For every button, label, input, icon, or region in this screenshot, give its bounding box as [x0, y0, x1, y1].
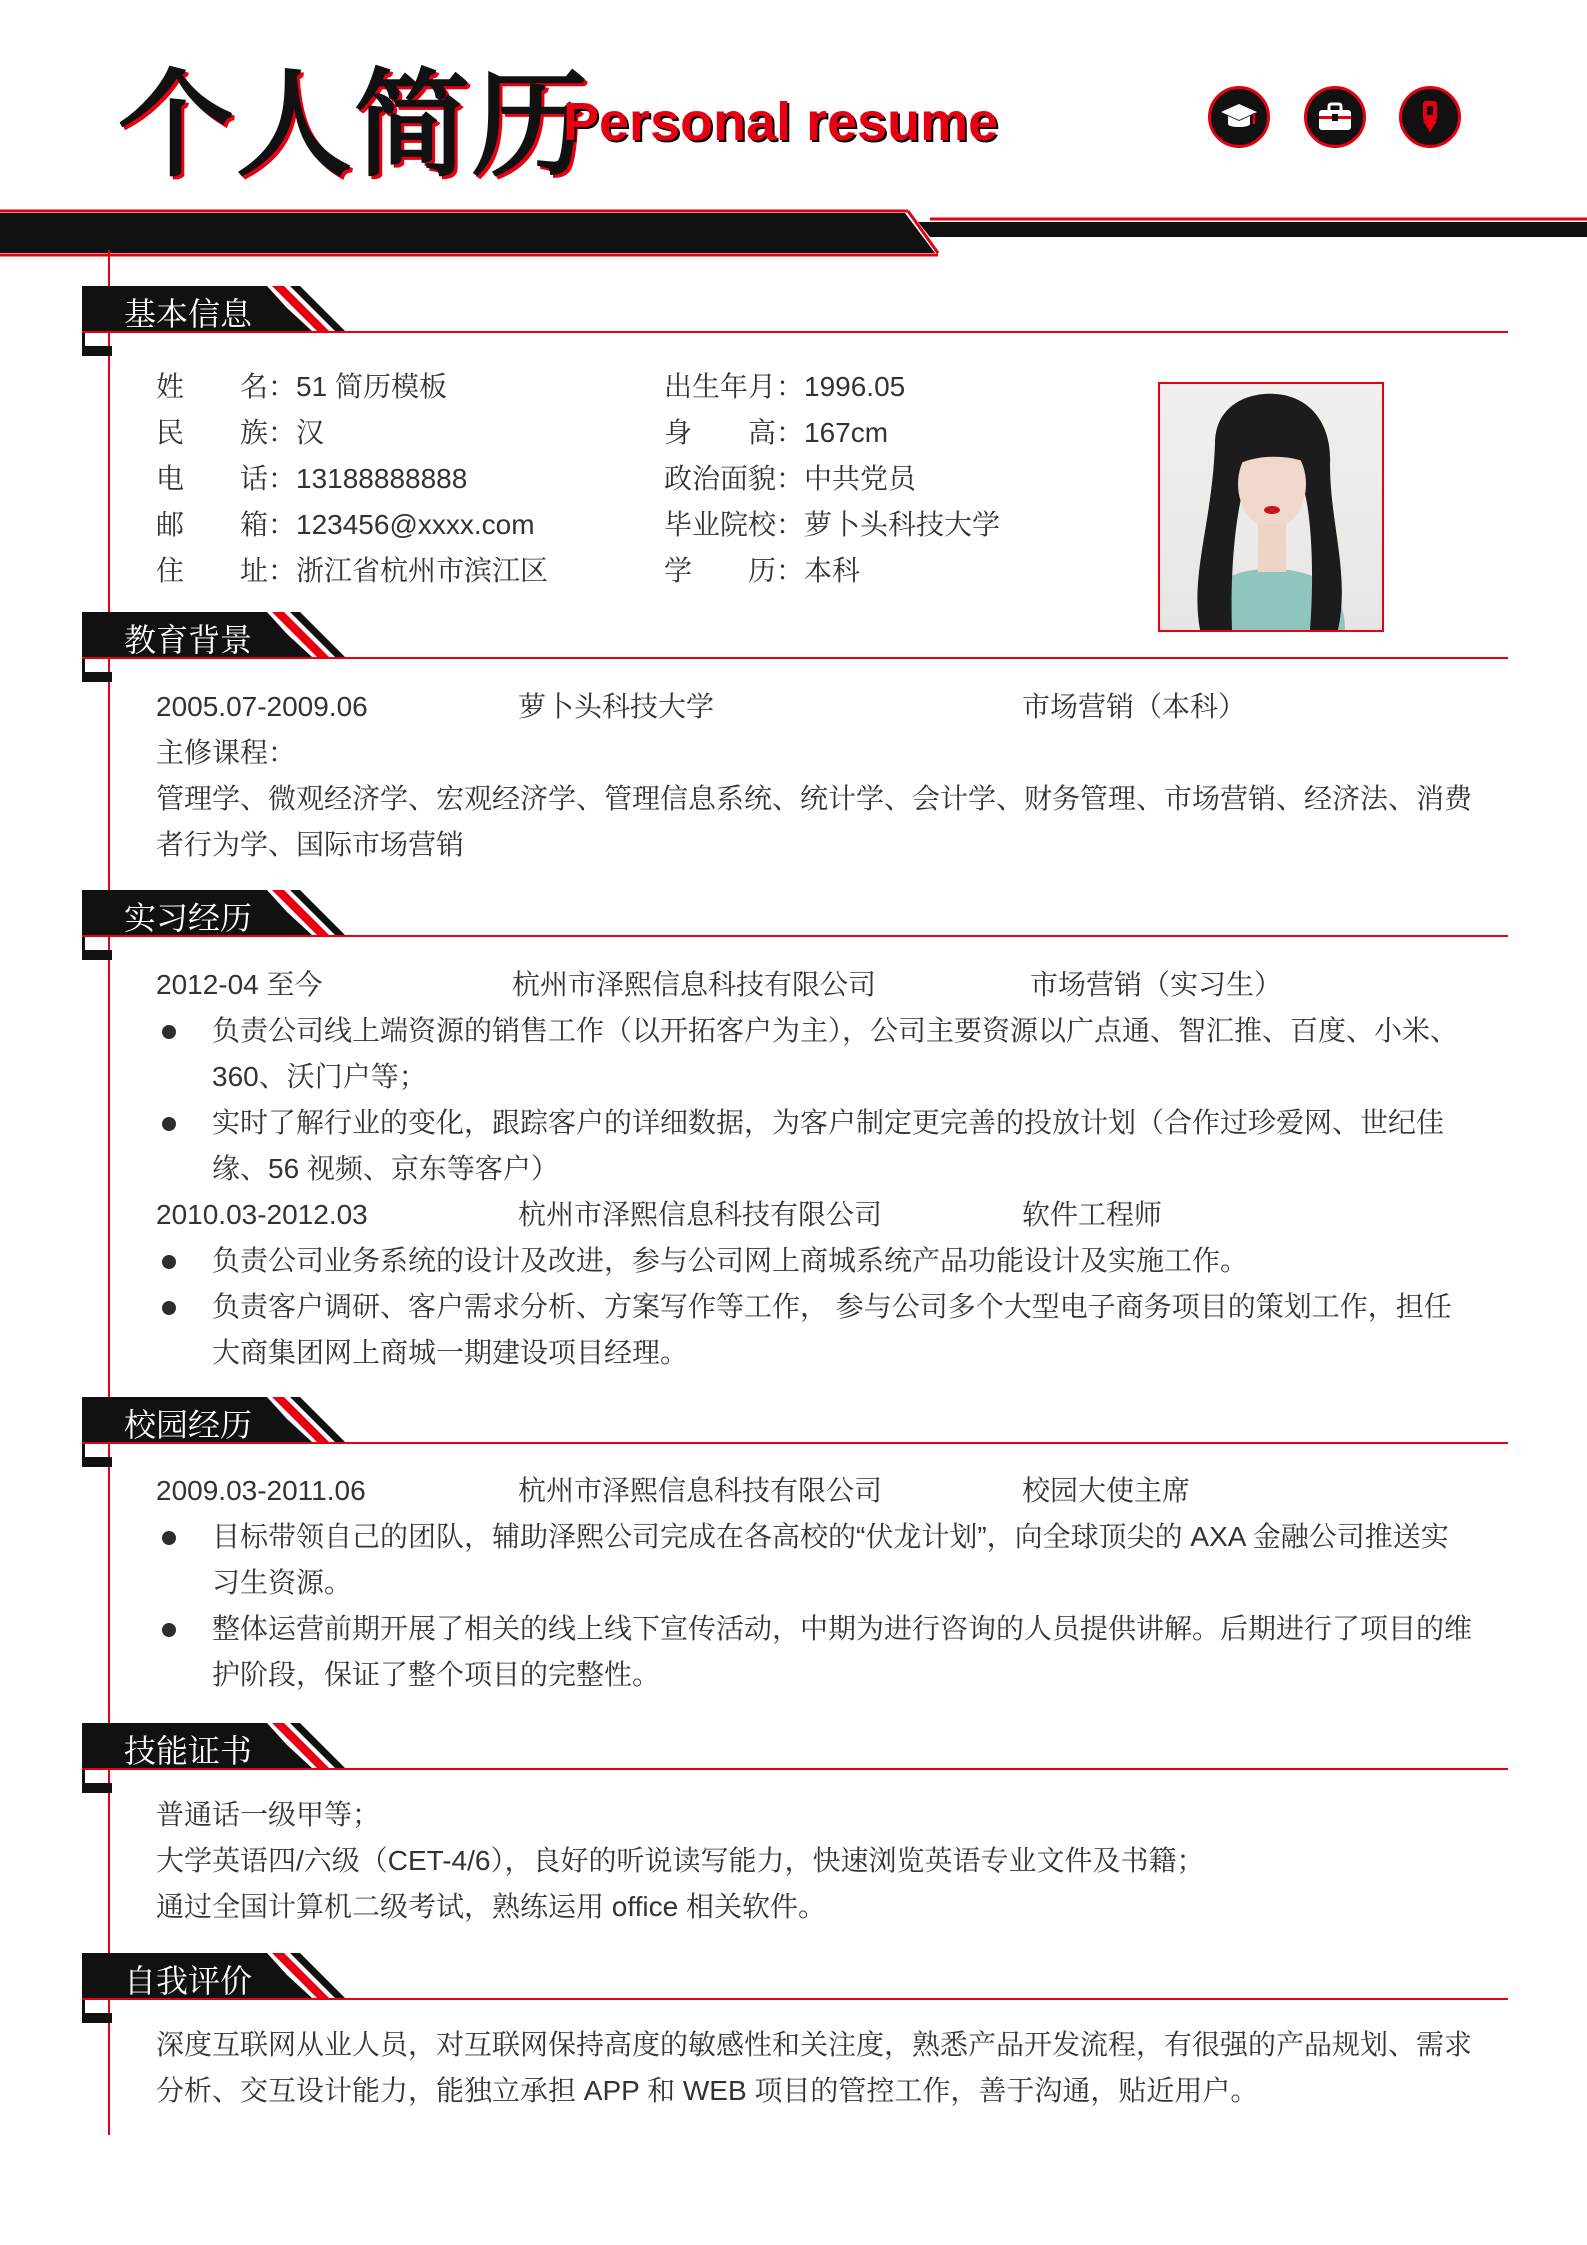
- school-value: 萝卜头科技大学: [804, 509, 1001, 540]
- school-label: 毕业院校：: [664, 509, 805, 540]
- skill-1: 普通话一级甲等；: [156, 1799, 381, 1830]
- email-row: [156, 502, 535, 548]
- pen-icon: [1399, 86, 1461, 148]
- name-value: 51 简历模板: [296, 371, 447, 402]
- bullet-icon: [162, 1117, 176, 1131]
- birth-row: [664, 364, 905, 410]
- page-title-en: Personal resume: [563, 92, 999, 152]
- height-label: 身 高：: [664, 417, 805, 448]
- name-label: 姓 名：: [156, 371, 297, 402]
- briefcase-icon: [1304, 86, 1366, 148]
- address-label: 住 址：: [156, 555, 297, 586]
- section-title: 技能证书: [124, 1733, 253, 1769]
- job2-bullet-2: 负责客户调研、客户需求分析、方案写作等工作， 参与公司多个大型电子商务项目的策划工作，担任大商集团网上商城一期建设项目经理。: [212, 1291, 1452, 1368]
- phone-label: 电 话：: [156, 463, 297, 494]
- campus-bullet-2: 整体运营前期开展了相关的线上线下宣传活动，中期为进行咨询的人员提供讲解。后期进行了项目的维护阶段，保证了整个项目的完整性。: [212, 1613, 1473, 1690]
- campus-company: 杭州市泽熙信息科技有限公司: [518, 1475, 883, 1506]
- height-row: [664, 410, 888, 456]
- courses-text: 管理学、微观经济学、宏观经济学、管理信息系统、统计学、会计学、财务管理、市场营销、经济法、消费者行为学、国际市场营销: [156, 783, 1473, 860]
- job1-bullet-1: 负责公司线上端资源的销售工作（以开拓客户为主），公司主要资源以广点通、智汇推、百度、小米、360、沃门户等；: [212, 1015, 1459, 1092]
- degree-row: [664, 548, 860, 594]
- edu-major: 市场营销（本科）: [1022, 691, 1247, 722]
- job1-company: 杭州市泽熙信息科技有限公司: [512, 969, 877, 1000]
- profile-photo: [1158, 382, 1384, 632]
- section-header-self: [82, 1953, 1508, 2023]
- bullet-icon: [162, 1025, 176, 1039]
- job1-role: 市场营销（实习生）: [1030, 969, 1283, 1000]
- section-header-internship: [82, 890, 1508, 960]
- timeline-line: [108, 250, 110, 2135]
- courses-label: 主修课程：: [156, 737, 297, 768]
- ethnic-label: 民 族：: [156, 417, 297, 448]
- name-row: [156, 364, 447, 410]
- job2-company: 杭州市泽熙信息科技有限公司: [518, 1199, 883, 1230]
- politics-label: 政治面貌：: [664, 463, 805, 494]
- page-title-cn: 个人简历: [118, 57, 590, 193]
- politics-value: 中共党员: [804, 463, 917, 494]
- address-row: [156, 548, 548, 594]
- section-title: 自我评价: [124, 1963, 253, 1999]
- height-value: 167cm: [804, 417, 889, 448]
- job2-bullet-1: 负责公司业务系统的设计及改进，参与公司网上商城系统产品功能设计及实施工作。: [212, 1245, 1249, 1276]
- job1-bullet-2: 实时了解行业的变化，跟踪客户的详细数据，为客户制定更完善的投放计划（合作过珍爱网、世纪佳缘、56 视频、京东等客户）: [212, 1107, 1445, 1184]
- header-band: [0, 205, 1587, 257]
- phone-row: [156, 456, 467, 502]
- ethnic-row: [156, 410, 324, 456]
- phone-value: 13188888888: [296, 463, 468, 494]
- email-value: 123456@xxxx.com: [296, 509, 535, 540]
- edu-period: 2005.07-2009.06: [156, 691, 368, 722]
- skill-2: 大学英语四/六级（CET-4/6），良好的听说读写能力，快速浏览英语专业文件及书籍；: [156, 1845, 1205, 1876]
- degree-label: 学 历：: [664, 555, 805, 586]
- bullet-icon: [162, 1623, 176, 1637]
- birth-label: 出生年月：: [664, 371, 805, 402]
- job2-period: 2010.03-2012.03: [156, 1199, 368, 1230]
- job1-period: 2012-04 至今: [156, 969, 323, 1000]
- bullet-icon: [162, 1531, 176, 1545]
- campus-bullet-1: 目标带领自己的团队，辅助泽熙公司完成在各高校的“伏龙计划”，向全球顶尖的 AXA 金融公司推送实习生资源。: [212, 1521, 1449, 1598]
- graduation-cap-icon: [1208, 86, 1270, 148]
- section-header-skills: [82, 1723, 1508, 1793]
- section-title: 基本信息: [124, 296, 253, 332]
- campus-period: 2009.03-2011.06: [156, 1475, 366, 1506]
- section-title: 校园经历: [124, 1407, 253, 1443]
- ethnic-value: 汉: [296, 417, 325, 448]
- section-title: 实习经历: [124, 900, 253, 936]
- email-label: 邮 箱：: [156, 509, 297, 540]
- section-header-basic: [82, 286, 1508, 356]
- politics-row: [664, 456, 916, 502]
- bullet-icon: [162, 1255, 176, 1269]
- degree-value: 本科: [804, 555, 861, 586]
- school-row: [664, 502, 1000, 548]
- bullet-icon: [162, 1301, 176, 1315]
- section-header-campus: [82, 1397, 1508, 1467]
- self-eval-text: 深度互联网从业人员，对互联网保持高度的敏感性和关注度，熟悉产品开发流程，有很强的产品规划、需求分析、交互设计能力，能独立承担 APP 和 WEB 项目的管控工作，善于沟通，贴近用户。: [156, 2029, 1473, 2106]
- job2-role: 软件工程师: [1022, 1199, 1163, 1230]
- section-title: 教育背景: [124, 622, 253, 658]
- campus-role: 校园大使主席: [1022, 1475, 1191, 1506]
- edu-school: 萝卜头科技大学: [518, 691, 715, 722]
- skill-3: 通过全国计算机二级考试，熟练运用 office 相关软件。: [156, 1891, 826, 1922]
- section-header-education: [82, 612, 1508, 682]
- birth-value: 1996.05: [804, 371, 906, 402]
- address-value: 浙江省杭州市滨江区: [296, 555, 549, 586]
